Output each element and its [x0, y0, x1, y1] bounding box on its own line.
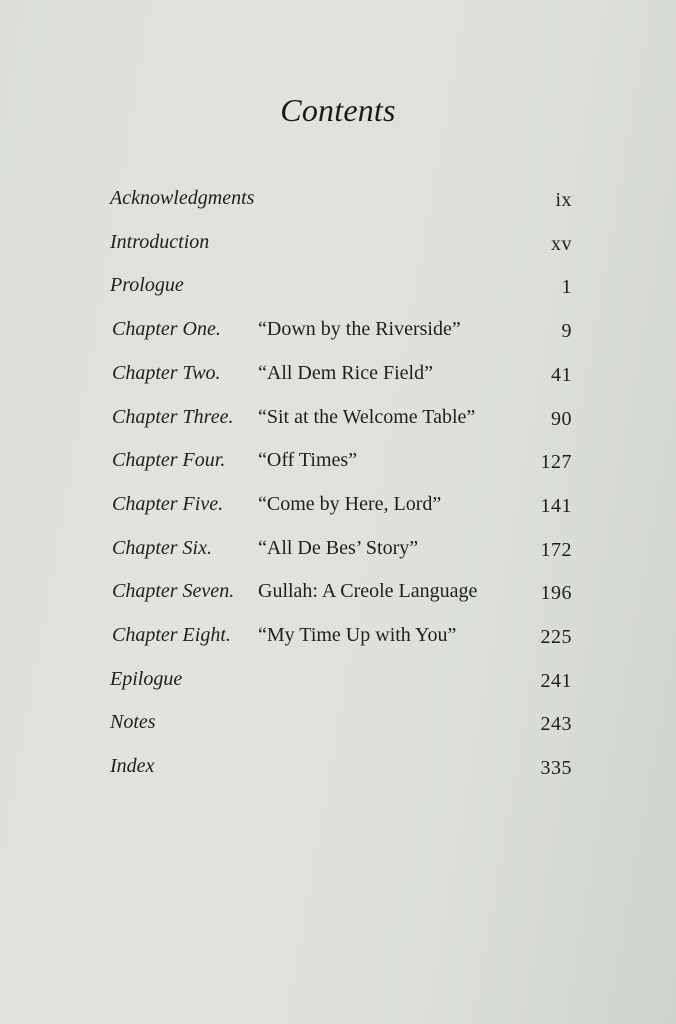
toc-entry-prologue [0, 270, 676, 300]
toc-entry-chapter-seven [0, 576, 676, 606]
toc-entry-chapter-eight [0, 620, 676, 650]
toc-entry-page-number: 1 [561, 276, 572, 299]
toc-entry-page-number: 41 [551, 363, 572, 386]
toc-entry-label: Chapter Four. [112, 449, 226, 472]
toc-entry-subtitle: “Down by the Riverside” [258, 318, 461, 341]
toc-entry-label: Prologue [110, 274, 184, 297]
toc-entry-label: Acknowledgments [110, 187, 255, 209]
toc-entry-chapter-five [0, 489, 676, 519]
toc-entry-label: Chapter Six. [112, 536, 212, 559]
toc-entry-chapter-six [0, 533, 676, 563]
toc-entry-acknowledgments [0, 183, 676, 213]
toc-entry-chapter-two [0, 358, 676, 388]
toc-entry-label: Chapter Two. [112, 361, 221, 384]
toc-entry-label: Chapter Seven. [112, 580, 235, 603]
toc-entry-label: Chapter Three. [112, 405, 234, 428]
toc-entry-page-number: 127 [540, 451, 572, 474]
toc-entry-page-number: 141 [540, 494, 572, 517]
page-title: Contents [280, 92, 396, 128]
toc-entry-label: Notes [110, 711, 156, 734]
toc-entry-introduction [0, 227, 676, 257]
toc-entry-page-number: 9 [561, 320, 572, 343]
toc-entry-chapter-four [0, 445, 676, 475]
toc-entry-notes [0, 707, 676, 737]
toc-entry-page-number: 243 [540, 713, 572, 736]
toc-entry-epilogue [0, 664, 676, 694]
toc-entry-page-number: xv [551, 232, 572, 255]
toc-entry-page-number: 241 [540, 669, 572, 692]
toc-entry-label: Chapter Five. [112, 492, 224, 515]
toc-entry-subtitle: “All Dem Rice Field” [258, 361, 433, 384]
toc-entry-subtitle: “All De Bes’ Story” [258, 536, 419, 559]
toc-entry-subtitle: “Come by Here, Lord” [258, 492, 442, 515]
toc-entry-label: Index [110, 755, 155, 778]
toc-entry-index [0, 751, 676, 781]
toc-entry-label: Introduction [110, 230, 210, 253]
toc-entry-label: Chapter Eight. [112, 624, 231, 646]
toc-entry-label: Epilogue [110, 667, 183, 690]
toc-entry-page-number: 225 [540, 626, 572, 648]
toc-entry-page-number: 196 [540, 582, 572, 605]
toc-entry-label: Chapter One. [112, 318, 221, 341]
toc-entry-subtitle: “My Time Up with You” [258, 624, 457, 646]
toc-entry-subtitle: Gullah: A Creole Language [258, 580, 478, 603]
toc-entry-subtitle: “Sit at the Welcome Table” [258, 405, 476, 428]
toc-entry-chapter-three [0, 402, 676, 432]
toc-entry-page-number: 90 [551, 407, 572, 430]
toc-entry-page-number: 335 [540, 757, 572, 780]
toc-entry-subtitle: “Off Times” [258, 449, 358, 472]
toc-entry-page-number: ix [555, 189, 572, 211]
toc-entry-page-number: 172 [540, 538, 572, 561]
toc-entry-chapter-one [0, 314, 676, 344]
